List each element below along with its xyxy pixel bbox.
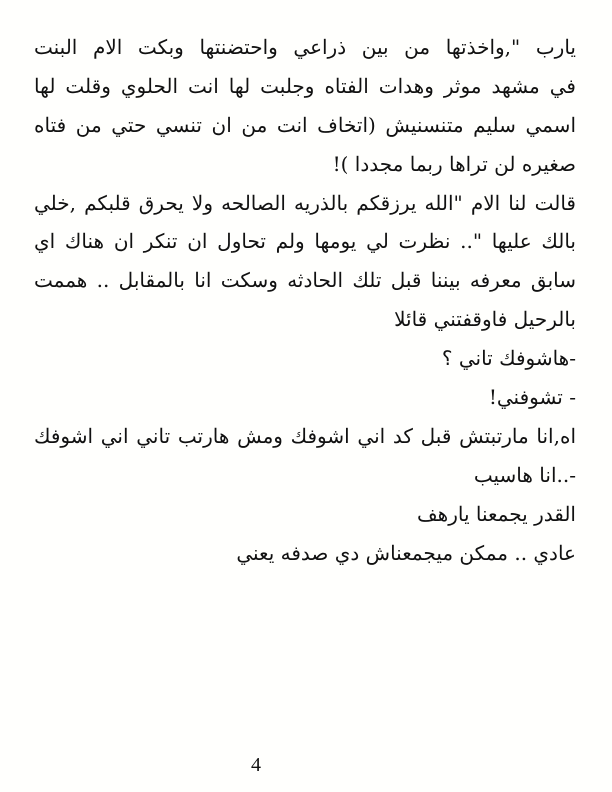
text-line: القدر يجمعنا يارهف [416, 501, 576, 526]
text-line: اه,انا مارتبتش قبل كد اني اشوفك ومش هارتب تاني اني اشوفك [34, 423, 576, 448]
text-line: - تشوفني! [488, 385, 576, 410]
text-line: قالت لنا الام "الله يرزقكم بالذريه الصالحه ولا يحرق قلبكم ,خلي [34, 190, 576, 215]
text-line: في مشهد موثر وهدات الفتاه وجلبت لها انت الحلوي وقلت لها [34, 73, 576, 98]
text-line: اسمي سليم متنسنيش (اتخاف انت من ان تنسي حتي من فتاه [34, 112, 576, 137]
text-line: بالك عليها ".. نظرت لي يومها ولم تحاول ان تنكر ان هناك اي [34, 229, 576, 254]
body-text [34, 28, 576, 572]
text-line: يارب ",واخذتها من بين ذراعي واحتضنتها وبكت الام البنت [34, 35, 576, 59]
text-line: سابق معرفه بيننا قبل تلك الحادثه وسكت انا بالمقابل .. هممت [34, 268, 576, 293]
text-line: بالرحيل فاوقفتني قائلا [394, 307, 576, 332]
text-line: عادي .. ممكن ميجمعناش دي صدفه يعني [236, 540, 576, 565]
text-line: صغيره لن تراها ربما مجددا )! [332, 151, 576, 176]
text-line: -هاشوفك تاني ؟ [441, 346, 576, 371]
text-line: -..انا هاسيب [473, 462, 576, 487]
page-number: 4 [251, 754, 261, 776]
